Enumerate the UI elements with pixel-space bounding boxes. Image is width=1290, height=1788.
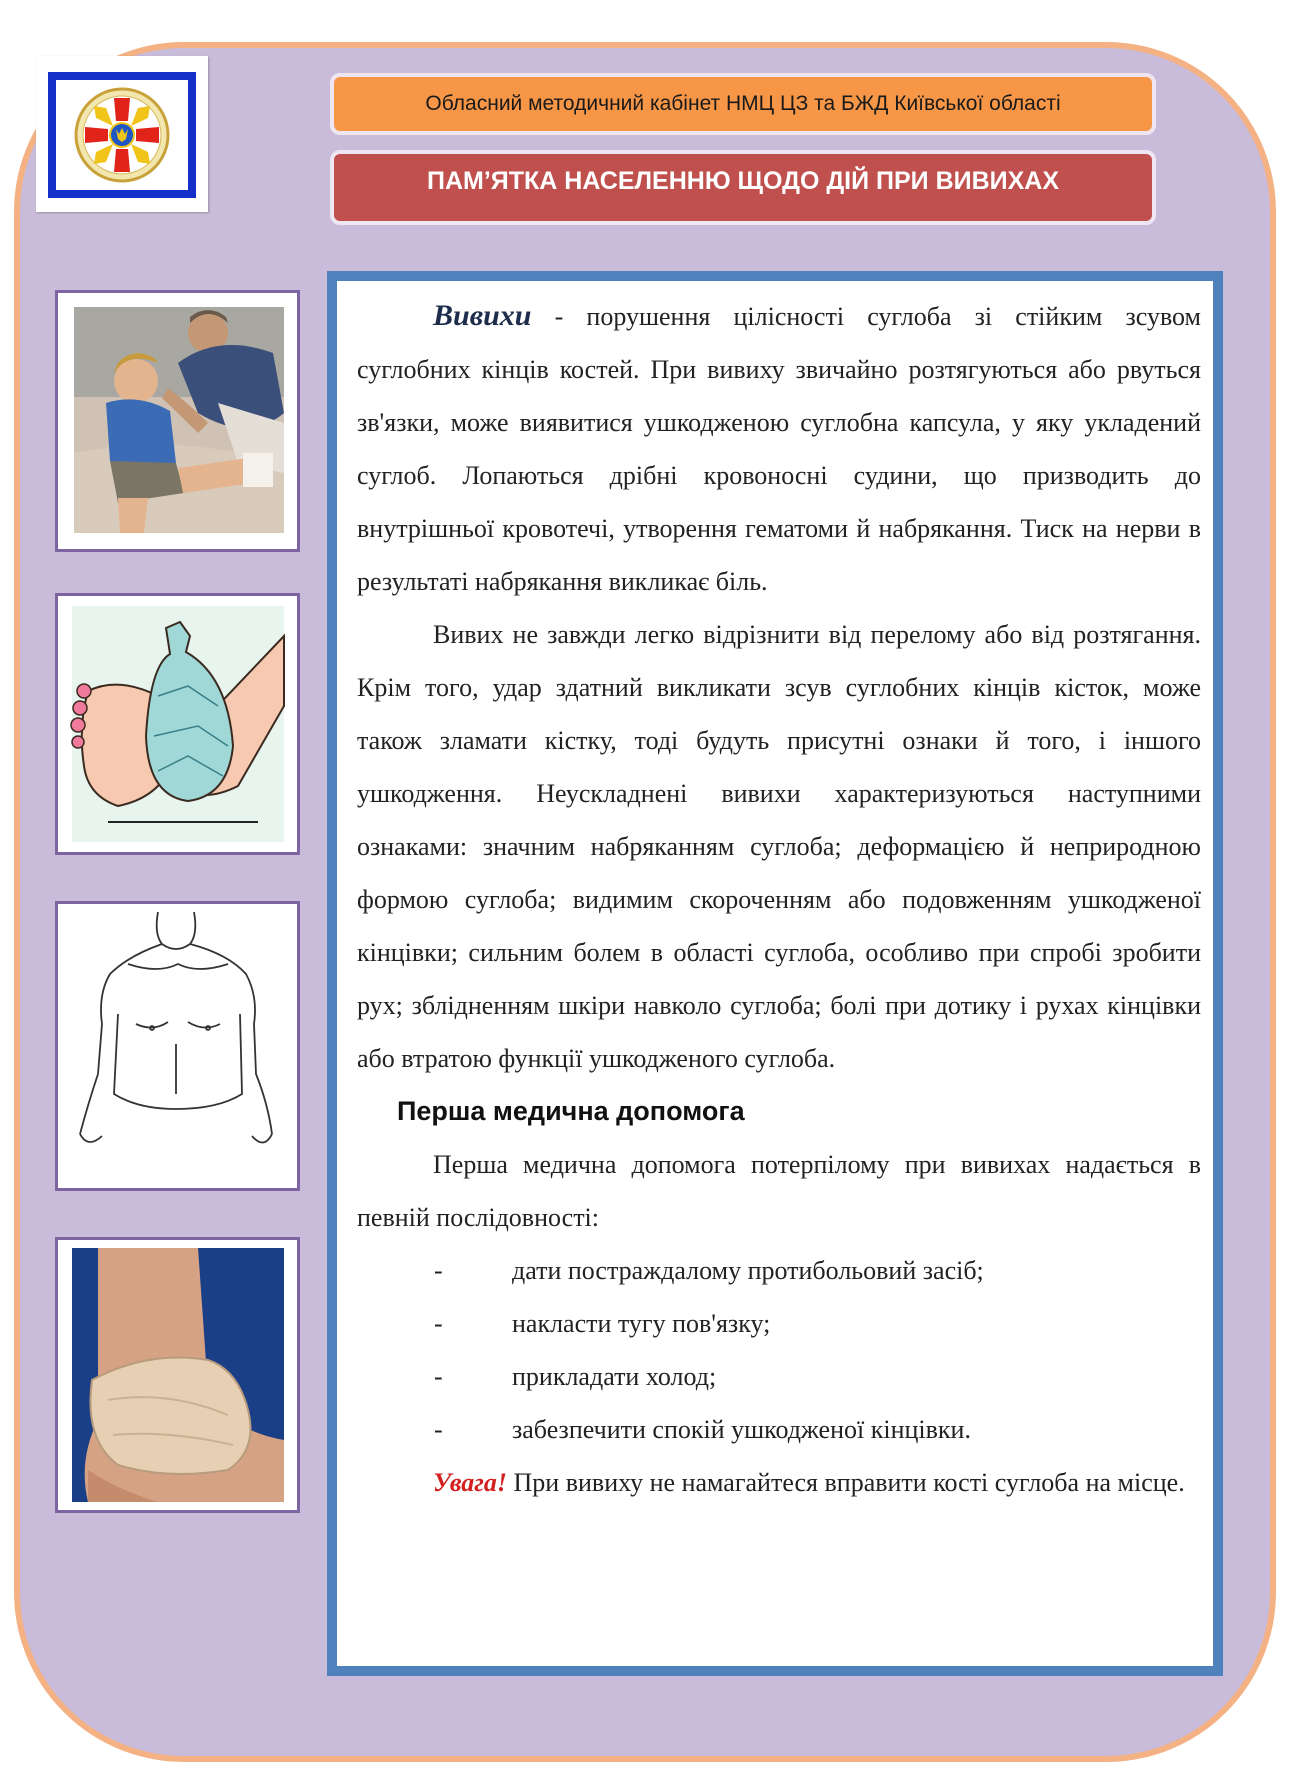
list-item-text: прикладати холод;: [512, 1362, 717, 1391]
emblem-border: [48, 72, 196, 198]
definition-text: - порушення цілісності суглоба зі стійким зсувом суглобних кінців костей. При вивиху звичайно розтягуються або рвуться зв'язки, може виявитися ушкодженою суглобна капсула, у яку укладений суглоб. Лопаються дрібні кровоносні судини, що призводить до внутрішньої кровотечі, утворення гематоми й набрякання. Тиск на нерви в результаті набрякання викликає біль.: [357, 302, 1201, 596]
org-banner: Обласний методичний кабінет НМЦ ЦЗ та БЖД Київської області: [330, 73, 1156, 135]
ice-pack-on-foot-illustration: [55, 593, 300, 855]
civil-protection-emblem-icon: [72, 84, 172, 186]
list-item-text: дати постраждалому протибольовий засіб;: [512, 1256, 984, 1285]
definition-paragraph: [357, 289, 1201, 608]
page-title: ПАМ’ЯТКА НАСЕЛЕННЮ ЩОДО ДІЙ ПРИ ВИВИХАХ: [330, 150, 1156, 225]
torso-dislocation-sketch: [55, 901, 300, 1191]
list-marker: -: [434, 1309, 443, 1338]
emblem-logo: [36, 56, 208, 212]
father-helping-child-photo: [55, 290, 300, 552]
list-item-text: накласти тугу пов'язку;: [512, 1309, 771, 1338]
list-marker: -: [434, 1362, 443, 1391]
first-aid-heading: Перша медична допомога: [397, 1096, 745, 1126]
warning-paragraph: [357, 1456, 1201, 1509]
symptoms-paragraph: Вивих не завжди легко відрізнити від перелому або від розтягання. Крім того, удар здатний викликати зсув суглобних кінців кісток, може також зламати кістку, тоді будуть присутні ознаки й того, і іншого ушкодження. Неускладнені вивихи характеризуються наступними ознаками: значним набряканням суглоба; деформацією й неприродною формою суглоба; видимим скороченням або подовженням ушкодженої кінцівки; сильним болем в області суглоба, особливо при спробі зробити рух; зблідненням шкіри навколо суглоба; болі при дотику і рухах кінцівки або втратою функції ушкодженого суглоба.: [357, 620, 1201, 1073]
list-item: [357, 1403, 1201, 1456]
content-panel: [327, 271, 1223, 1676]
list-item: [357, 1297, 1201, 1350]
list-item: [357, 1350, 1201, 1403]
first-aid-intro: Перша медична допомога потерпілому при вивихах надається в певній послідовності:: [357, 1150, 1201, 1232]
warning-text: При вивиху не намагайтеся вправити кості суглоба на місце.: [507, 1468, 1185, 1497]
list-item-text: забезпечити спокій ушкодженої кінцівки.: [512, 1415, 971, 1444]
list-item: [357, 1244, 1201, 1297]
ankle-bandage-photo: [55, 1237, 300, 1513]
first-aid-list: [357, 1244, 1201, 1456]
term-dislocations: Вивихи: [433, 299, 532, 332]
list-marker: -: [434, 1415, 443, 1444]
list-marker: -: [434, 1256, 443, 1285]
warning-label: Увага!: [433, 1468, 508, 1497]
